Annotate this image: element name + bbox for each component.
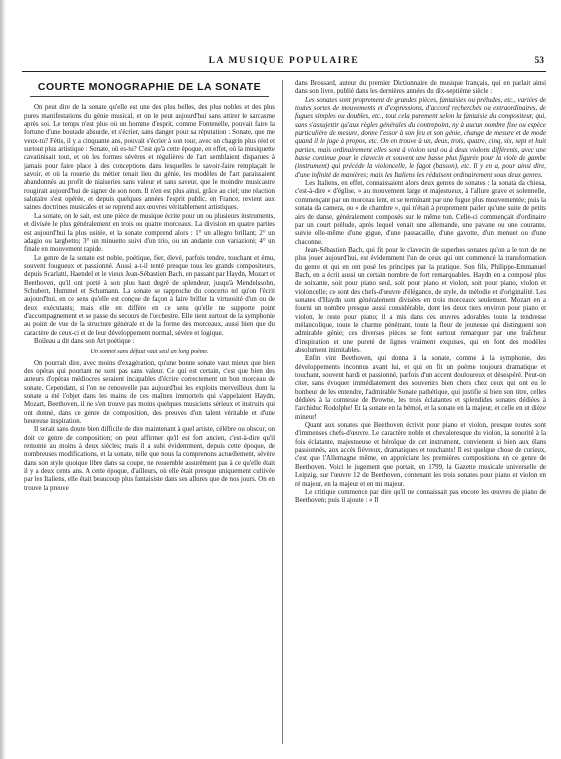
right-column: [295, 80, 546, 748]
paragraph: Enfin vint Beethoven, qui donna à la sonate, comme à la symphonie, des développements inconnus avant lui, et qui en fit un poème toujours dramatique et touchant, souvent hardi et passionné, parfois d'un accent douloureux et désespéré. Peut-on citer, sans évoquer immédiatement des souvenirs bien chers chez ceux qui ont eu le bonheur de les entendre, l'admirable Sonate pathétique, qui justifie si bien son titre, celles dédiées à la comtesse de Browne, les trois éclatantes et splendides sonates dédiées à l'archiduc Rodolphe! Et la sonate en la bémol, et la sonate en la majeur, et celle en ut dièze mineur!: [295, 355, 546, 421]
journal-title: LA MUSIQUE POPULAIRE: [208, 56, 360, 66]
title-rule: [30, 96, 268, 97]
left-column: [24, 80, 275, 748]
article-title: COURTE MONOGRAPHIE DE LA SONATE: [37, 81, 262, 93]
page-number: 53: [534, 56, 544, 66]
paragraph: Le critique commence par dire qu'il ne connaissait pas encore les œuvres de piano de Beethoven; puis il ajoute : « Il: [295, 488, 546, 505]
paragraph: dans Brossard, auteur du premier Dictionnaire de musique français, qui en parlait ainsi dans son livre, publié dans les dernières années du dix-septième siècle :: [295, 80, 546, 96]
paragraph: Quant aux sonates que Beethoven écrivit pour piano et violon, presque toutes sont d'immenses chefs-d'œuvre. Le caractère noble et chevaleresque du violon, la sonorité à la fois éclatante, majestueuse et héroïque de cet instrument, convienent si bien aux élans passionnés, aux accès fiévreux, dramatiques et touchants! Il est quelque chose de curieux, c'est que l'Allemagne même, en appréciant les premières compositions en ce genre de Beethoven. Voici le jugement que portait, en 1799, la Gazette musicale universelle de Leipzig, sur l'œuvre 12 de Beethoven, contenant les trois sonates pour piano et violon en ré majeur, en la majeur et en mi majeur.: [295, 422, 546, 488]
paragraph: Jean-Sébastien Bach, qui fit pour le clavecin de superbes sonates qu'on a le tort de ne plus jouer aujourd'hui, est évidemment l'un de ceux qui ont commencé la transformation du genre et qui en ont posé les principes par la pratique. Son fils, Philippe-Emmanuel Bach, en a écrit aussi un certain nombre de fort remarquables. Haydn en a composé plus de soixante, soit pour piano seul, soit pour piano et violon, soit pour piano, violon et violoncelle; ce sont des chefs-d'œuvre d'élégance, de style, de mélodie et d'originalité. Les sonates d'Haydn sont généralement divisées en trois morceaux seulement. Mozart en a fourni un nombre presque aussi considérable, dont les deux tiers environ pour piano et violon, le reste pour piano; il a mis dans ces œuvres adorables toute la tendresse mélancolique, toute le charme pénétrant, toute la fleur de jeunesse qui distinguent son admirable génie; ces diverses pièces se font surtout remarquer par une fraîcheur d'inspiration et une pureté de lignes vraiment exquises, qui en font des modèles absolument inimitables.: [295, 246, 546, 354]
paragraph: Les Italiens, en effet, connaissaient alors deux genres de sonates : la sonata da chiesa, c'est-à-dire « d'église, » au mouvement large et majestueux, à l'allure grave et solennelle, commençant par un morceau lent, et se terminant par une fugue plus mouvementée; puis la sonata da camera, ou « de chambre », qui n'était à proprement parler qu'une suite de petits airs de danse, généralement composés sur le même ton. Celle-ci commençait d'ordinaire par un court prélude, après lequel venait une allemande, une pavane ou une courante, suivie elle-même d'une gigue, d'une passacaille, d'une gavotte, d'un menuet ou d'une chaconne.: [295, 180, 546, 246]
paragraph: Le genre de la sonate est noble, poétique, fier, élevé, parfois tendre, touchant et ému, souvent fougueux et passionné. Aussi a-t-il tenté presque tous les grands compositeurs, depuis Scarlatti, Haendel et le vieux Jean-Sébastien Bach, en passant par Haydn, Mozart et Beethoven, qu'il ont porté à son plus haut degré de splendeur, jusqu'à Mendelssohn, Schubert, Hummel et Schumann. La sonate se rapproche du concerto tel qu'on l'écrit aujourd'hui, en ce sens qu'elle est conçue de façon à faire briller la virtuosité d'un ou de deux exécutants; mais elle en diffère en ce sens qu'elle ne supporte point d'accompagnement et se passe du secours de l'orchestre. Elle tient surtout de la symphonie au point de vue de la structure générale et de la forme des morceaux, aussi bien que du caractère de ceux-ci et de leur développement normal, sévère et logique.: [24, 254, 275, 337]
paragraph: On pourrait dire, avec moins d'exagération, qu'une bonne sonate vaut mieux que bien des opéras qui pourtant ne sont pas sans valeur. Ce qui est certain, c'est que bien des auteurs d'opéras médiocres seraient incapables d'écrire correctement un bon morceau de sonate. Cependant, si l'on ne renouvelle pas aujourd'hui les exploits merveilleux dont la sonate a été l'objet dans les mains de ces maîtres immortels qui s'appelaient Haydn, Mozart, Beethoven, il ne s'en trouve pas moins quelques musiciens sérieux et instruits qui ont donné, dans ce genre de composition, des preuves d'un talent véritable et d'une heureuse inspiration.: [24, 359, 275, 426]
paragraph: La sonate, on le sait, est une pièce de musique écrite pour un ou plusieurs instruments, et divisée le plus généralement en trois ou quatre morceaux. La division en quatre parties est aujourd'hui la plus usitée, et la sonate comprend alors : 1° un allegro brillant; 2° un adagio ou larghetto; 3° un minuetto suivi d'un trio, ou un andante con variazioni; 4° un finale en mouvement rapide.: [24, 212, 275, 254]
column-divider: [282, 80, 283, 744]
brossard-citation: Les sonates sont proprement de grandes pièces, fantaisies ou préludes, etc., variées de toutes sortes de mouvements et d'expressions, d'accord recherchés ou extraordinaires, de fugues simples ou doubles, etc., tout cela purement selon la fantaisie du compositeur, qui, sans s'assujettir qu'aux règles générales du contrepoint, ny à aucun nombre fixe ou espèce particulière de mesure, donne l'essor à son feu et son génie, change de mesure et de mode quand il le juge à propos, etc. On en trouve à un, deux, trois, quatre, cinq, six, sept et huit parties, mais ordinairement elles sont à violon seul ou à deux violons différents, avec une basse continue pour le clavecin et souvent une basse plus figurée pour la viole de gambe (instrument) qui précède la violoncelle, le fagot (basson), etc. Il y en a, pour ainsi dire, d'une infinité de manières; mais les Italiens les réduisent ordinairement sous deux genres.: [295, 96, 546, 179]
header-rule: [22, 71, 546, 72]
running-head: [22, 56, 546, 70]
boileau-quote: Un sonnet sans défaut vaut seul un long poème.: [90, 348, 209, 356]
paragraph: On peut dire de la sonate qu'elle est une des plus belles, des plus nobles et des plus pures manifestations du génie musical, et on le peut aujourd'hui sans attirer le sarcasme après soi. Le temps n'est plus où un homme d'esprit, comme Fontenelle, pouvait faire la fortune d'une boutade absurde, et s'écrier, sans danger pour sa réputation : Sonate, que me veux-tu? Fétis, il y a cinquante ans, pouvait s'écrier à son tour, avec un chagrin plus réel et surtout plus artistique : Sonate, où es-tu? C'est qu'à cette époque, en effet, où la musiquette cavatinisait tout, et où les formes sévères et régulières de l'art semblaient disparues à jamais pour faire place à des conceptions dans lesquelles le savoir-faire remplaçait le savoir, et où la rouerie du métier tenait lieu du génie, les modèles de l'art paraissaient abandonnés au profit de niaiseries sans valeur et sans saveur, que le moindre musicastre rougirait aujourd'hui de signer de son nom. Il n'en est plus ainsi, grâce au ciel; une réaction salutaire s'est opérée, et depuis quelques années l'esprit public, en France, revient aux saines doctrines musicales et se reprend aux œuvres véritablement artistiques.: [24, 104, 275, 212]
paragraph: Il serait sans doute bien difficile de dire maintenant à quel artiste, célèbre ou obscur, on doit ce genre de composition; on peut affirmer qu'il est fort ancien, c'est-à-dire qu'il remonte au moins à deux siècles; mais il a subi évidemment, depuis cette époque, de nombreuses modifications, et la sonate, telle que nous la comprenons actuellement, sévère dans son style quoique libre dans sa coupe, ne ressemble assurément pas à ce qu'elle était il y a deux cents ans. A cette époque, d'ailleurs, où elle était presque uniquement cultivée par les Italiens, elle était beaucoup plus fantaisiste dans ses allures que de nos jours. On en trouve la preuve: [24, 426, 275, 492]
paragraph: Boileau a dit dans son Art poétique :: [34, 337, 135, 345]
scan-edge-shadow: [0, 0, 6, 759]
